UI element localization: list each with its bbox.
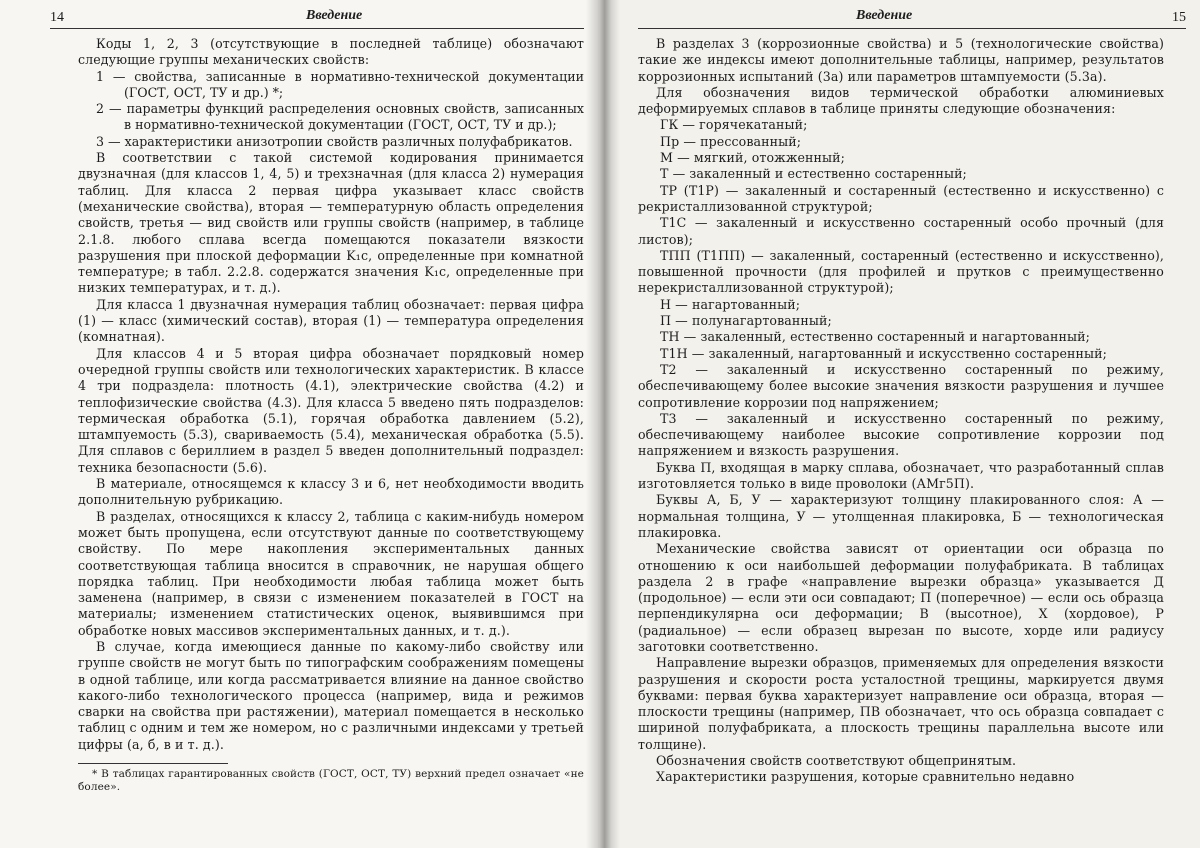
- list-item: Пр — прессованный;: [660, 133, 802, 149]
- list-item: Т2 — закаленный и искусственно состаренный по режиму, обеспечивающему более высокие значения вязкости разрушения и лучшее сопротивление коррозии под напряжением;: [638, 361, 1164, 410]
- body-paragraph: Механические свойства зависят от ориентации оси образца по отношению к оси наибольшей деформации полуфабриката. В таблицах раздела 2 в графе «направление вырезки образца» указывается Д (продольное) — если эти оси совпадают; П (поперечное) — если ось образца перпендикулярна оси деформации; В (высотное), Х (хордовое), Р (радиальное) — если образец вырезан по высоте, хорде или радиусу заготовки соответственно.: [638, 541, 1164, 654]
- intro-paragraph: Коды 1, 2, 3 (отсутствующие в последней таблице) обозначают следующие группы механических свойств:: [78, 36, 584, 68]
- list-item: Н — нагартованный;: [660, 296, 801, 312]
- header-rule: [638, 28, 1186, 29]
- page-number: 15: [1172, 10, 1186, 25]
- footnote-rule: [78, 763, 228, 764]
- running-title: Введение: [306, 8, 363, 23]
- left-page-header: [50, 6, 584, 28]
- body-paragraph: Для обозначения видов термической обработки алюминиевых деформируемых сплавов в таблице приняты следующие обозначения:: [638, 84, 1164, 117]
- heat-treatment-list: [638, 117, 1164, 459]
- body-paragraph: В случае, когда имеющиеся данные по какому-либо свойству или группе свойств не могут быть по типографским соображениям помещены в одной таблице, или когда рассматривается влияние на данное свойство какого-либо технологического процесса (например, вида и режимов сварки на свойства при растяжении), материал помещается в несколько таблиц с одним и тем же номером, но с различными индексами у третьей цифры (а, б, в и т. д.).: [78, 638, 584, 752]
- list-item: П — полунагартованный;: [660, 313, 832, 329]
- right-page: [598, 0, 1200, 848]
- left-page: [0, 0, 598, 848]
- property-groups-list: [78, 69, 584, 150]
- list-item: Т3 — закаленный и искусственно состаренный по режиму, обеспечивающему наиболее высокие сопротивление коррозии под напряжением и вязкость разрушения.: [638, 410, 1164, 459]
- body-paragraph: Обозначения свойств соответствуют общепринятым.: [656, 753, 1017, 769]
- list-item: Т1Н — закаленный, нагартованный и искусственно состаренный;: [660, 345, 1107, 361]
- list-item: 2 — параметры функций распределения основных свойств, записанных в нормативно-технической документации (ГОСТ, ОСТ, ТУ и др.);: [96, 101, 584, 133]
- book-gutter-shadow: [586, 0, 620, 848]
- page-number: 14: [50, 10, 64, 25]
- body-paragraph: В соответствии с такой системой кодирования принимается двузначная (для классов 1, 4, 5) и трехзначная (для класса 2) нумерация таблиц. Для класса 2 первая цифра указывает класс свойств (механические свойства), вторая — температурную область определения свойств, третья — вид свойств или группы свойств (например, в таблице 2.1.8. любого сплава всегда помещаются показатели вязкости разрушения при плоской деформации K₁c, определенные при комнатной температуре; в табл. 2.2.8. содержатся значения K₁c, определенные при низких температурах, и т. д.).: [78, 150, 584, 296]
- list-item: 3 — характеристики анизотропии свойств различных полуфабрикатов.: [96, 133, 573, 149]
- list-item: ТР (Т1Р) — закаленный и состаренный (естественно и искусственно) с рекристаллизованной структурой;: [638, 182, 1164, 214]
- body-paragraph: Для класса 1 двузначная нумерация таблиц обозначает: первая цифра (1) — класс (химический состав), вторая (1) — температура определения (комнатная).: [78, 296, 584, 345]
- list-item: ГК — горячекатаный;: [660, 117, 808, 133]
- list-item: ТПП (Т1ПП) — закаленный, состаренный (естественно и искусственно), повышенной прочности (для профилей и прутков с преимущественно нерекристаллизованной структурой);: [638, 247, 1164, 296]
- right-page-header: [638, 6, 1186, 28]
- list-item: М — мягкий, отожженный;: [660, 150, 846, 166]
- list-item: Т1С — закаленный и искусственно состаренный особо прочный (для листов);: [638, 215, 1164, 247]
- body-paragraph: В разделах, относящихся к классу 2, таблица с каким-нибудь номером может быть пропущена, если отсутствуют данные по соответствующему свойству. По мере накопления экспериментальных данных соответствующая таблица вносится в справочник, не нарушая общего порядка таблиц. При необходимости любая таблица может быть заменена (например, в связи с изменением показателей в ГОСТ на материалы; изменением статистических оценок, выявившимся при обработке новых массивов экспериментальных данных, и т. д.).: [78, 508, 584, 638]
- body-paragraph: Направление вырезки образцов, применяемых для определения вязкости разрушения и скорости роста усталостной трещины, маркируется двумя буквами: первая буква характеризует направление оси образца, вторая — плоскости трещины (например, ПВ обозначает, что ось образца совпадает с шириной полуфабриката, а плоскость трещины параллельна высоте или толщине).: [638, 655, 1164, 752]
- list-item: 1 — свойства, записанные в нормативно-технической документации (ГОСТ, ОСТ, ТУ и др.) *;: [96, 68, 584, 100]
- footnote: * В таблицах гарантированных свойств (ГОСТ, ОСТ, ТУ) верхний предел означает «не более».: [78, 768, 584, 794]
- header-rule: [50, 28, 584, 29]
- list-item: Т — закаленный и естественно состаренный;: [660, 166, 967, 182]
- body-paragraph: Буквы А, Б, У — характеризуют толщину плакированного слоя: А — нормальная толщина, У — утолщенная плакировка, Б — технологическая плакировка.: [638, 492, 1164, 540]
- body-paragraph: В материале, относящемся к классу 3 и 6, нет необходимости вводить дополнительную рубрикацию.: [78, 476, 584, 508]
- body-paragraph: В разделах 3 (коррозионные свойства) и 5 (технологические свойства) такие же индексы имеют дополнительные таблицы, например, результатов коррозионных испытаний (3а) или параметров штампуемости (5.3а).: [638, 36, 1164, 84]
- body-paragraph: Буква П, входящая в марку сплава, обозначает, что разработанный сплав изготовляется только в виде проволоки (АМг5П).: [638, 459, 1164, 492]
- body-paragraph: Характеристики разрушения, которые сравнительно недавно: [656, 769, 1075, 785]
- running-title: Введение: [856, 8, 913, 23]
- body-paragraph: Для классов 4 и 5 вторая цифра обозначает порядковый номер очередной группы свойств или технологических характеристик. В классе 4 три подраздела: плотность (4.1), электрические свойства (4.2) и теплофизические свойства (4.3). Для класса 5 введено пять подразделов: термическая обработка (5.1), горячая обработка давлением (5.2), штампуемость (5.3), свариваемость (5.4), механическая обработка (5.5). Для сплавов с бериллием в раздел 5 введен дополнительный подраздел: техника безопасности (5.6).: [78, 345, 584, 475]
- list-item: ТН — закаленный, естественно состаренный и нагартованный;: [660, 329, 1090, 345]
